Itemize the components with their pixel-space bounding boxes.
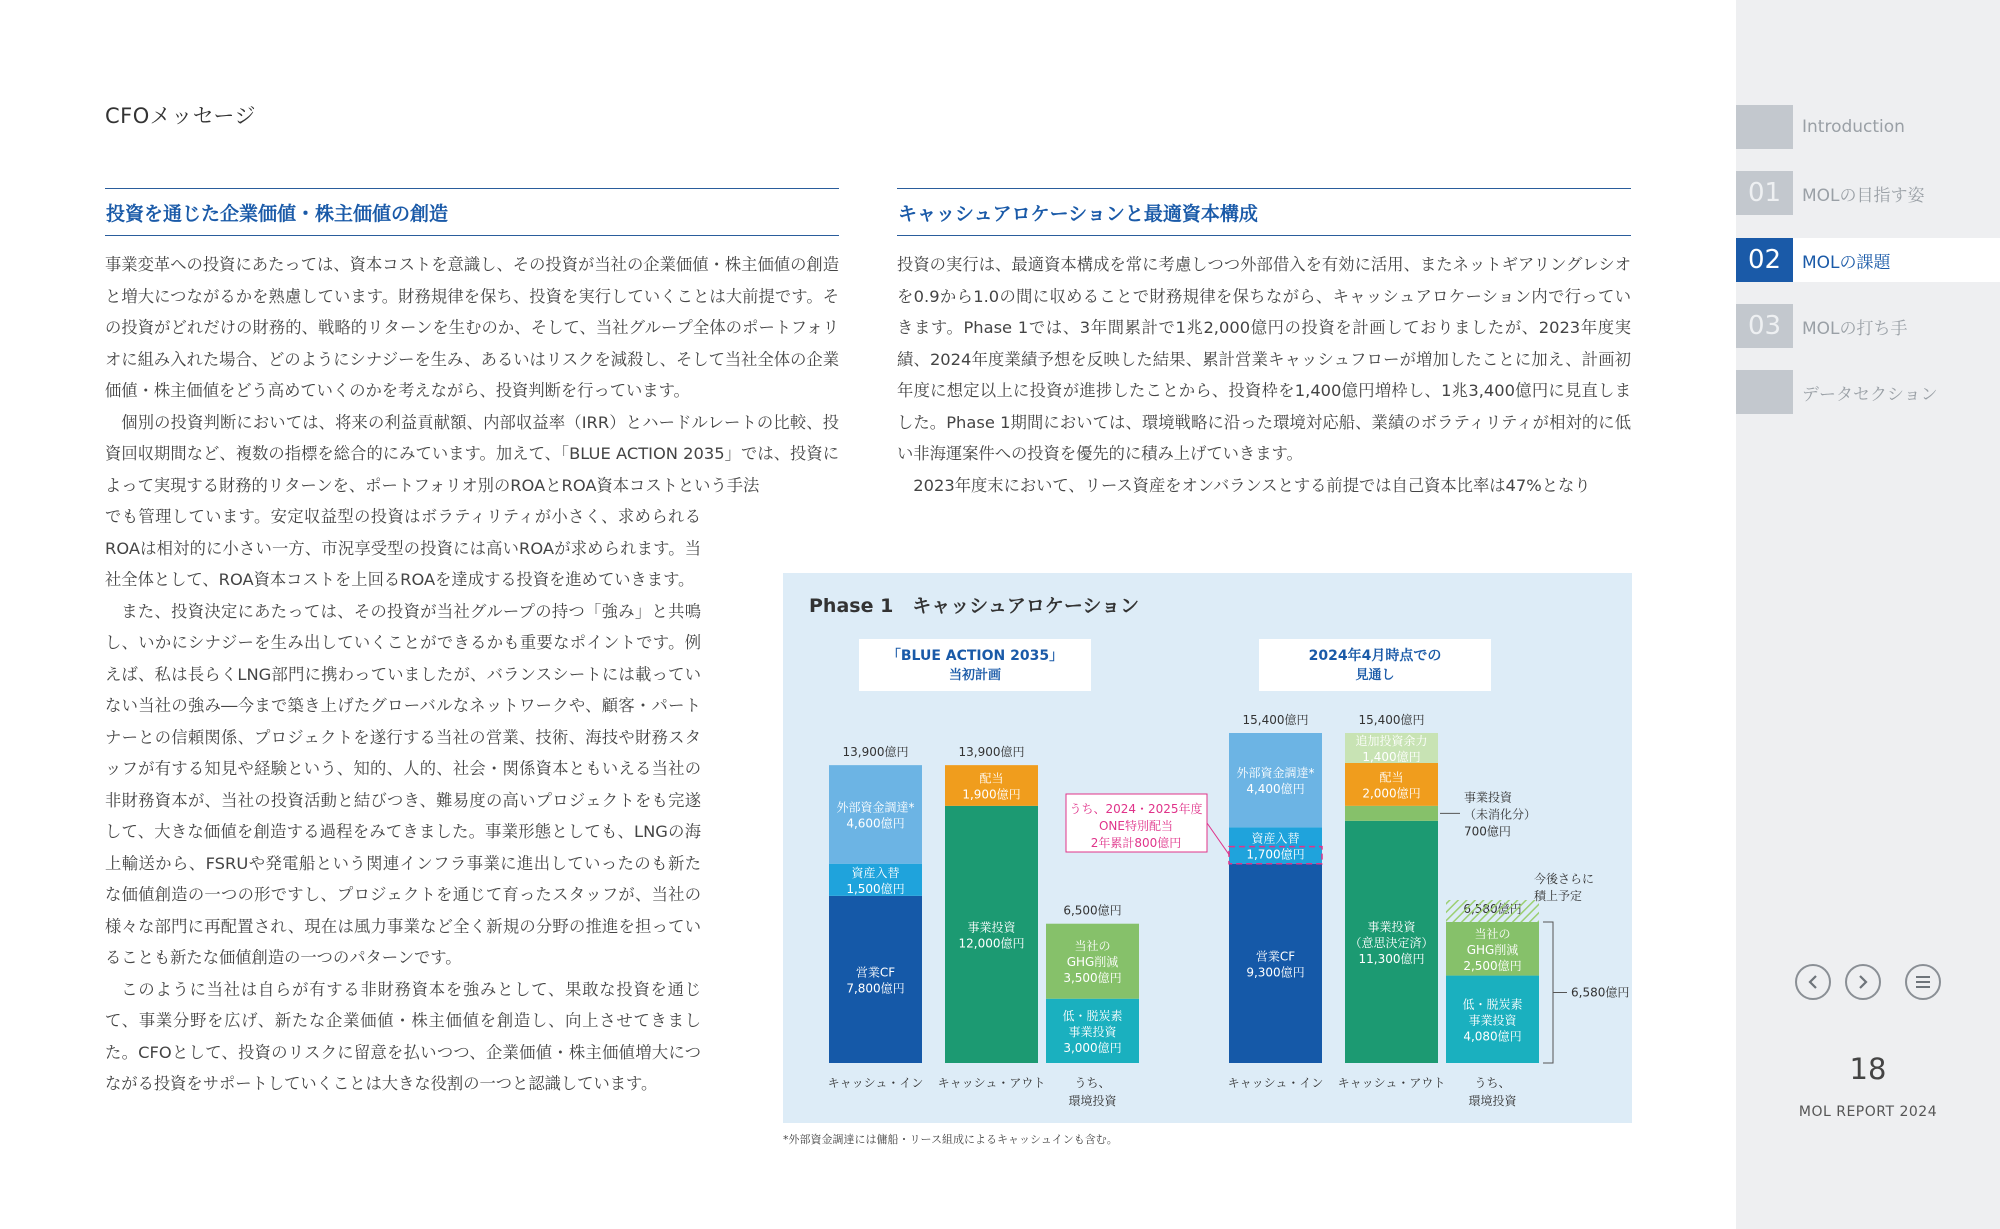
bar-total-label: 6,500億円 [1063,903,1122,918]
segment-label: 3,000億円 [1063,1040,1122,1055]
left-paragraph-4: このように当社は自らが有する非財務資本を強みとして、果敢な投資を通じて、事業分野を広げ、新たな企業価値・株主価値を創造し、向上させてきました。CFOとして、投資のリスクに留意を払いつつ、企業価値・株主価値増大につながる投資をサポートしていくことは大きな役割の一つと認識しています。 [105,979,701,1093]
left-text-wide [105,249,839,501]
group-header-label: 「BLUE ACTION 2035」 [886,648,1064,664]
bar-segment [1345,806,1438,821]
callout-label: 事業投資 [1464,790,1513,805]
group-header-label: 2024年4月時点での [1308,648,1442,664]
env-total-label: 6,580億円 [1571,985,1630,1000]
callout-label: 700億円 [1464,824,1511,839]
left-paragraph-1: 事業変革への投資にあたっては、資本コストを意識し、その投資が当社の企業価値・株主価値の創造と増大につながるかを熟慮しています。財務規律を保ち、投資を実行していくことは大前提です。その投資がどれだけの財務的、戦略的リターンを生むのか、そして、当社グループ全体のポートフォリオに組み入れた場合、どのようにシナジーを生み、あるいはリスクを減殺し、そして当社全体の企業価値・株主価値をどう高めていくのかを考えながら、投資判断を行っています。 [105,255,839,400]
left-paragraph-3: また、投資決定にあたっては、その投資が当社グループの持つ「強み」と共鳴し、いかにシナジーを生み出していくことができるかも重要なポイントです。例えば、私は長らくLNG部門に携わっていましたが、バランスシートには載っていない当社の強み―今まで築き上げたグローバルなネットワークや、顧客・パートナーとの信頼関係、プロジェクトを遂行する当社の営業、技術、海技や財務スタッフが有する知見や経験という、知的、人的、社会・関係資本ともいえる当社の非財務資本が、当社の投資活動と結びつき、難易度の高いプロジェクトをも完遂して、大きな価値を創造する過程をみてきました。事業形態としても、LNGの海上輸送から、FSRUや発電船という関連インフラ事業に進出していったのも新たな価値創造の一つの形ですし、プロジェクトを通じて育ったスタッフが、当社の様々な部門に再配置され、現在は風力事業など全く新規の分野の推進を担っていることも新たな価値創造の一つのパターンです。 [105,601,701,967]
sidebar-item-measures[interactable] [1736,304,2000,348]
segment-label: 7,800億円 [846,981,905,996]
right-text [897,249,1631,501]
sidebar-item-introduction[interactable] [1736,105,2000,149]
prev-page-button[interactable] [1795,964,1831,1000]
chart-title: Phase 1 キャッシュアロケーション [809,595,1140,617]
category-label: 環境投資 [1068,1094,1117,1108]
future-additions-hatch [1446,900,1539,922]
menu-button[interactable] [1905,964,1941,1000]
segment-label: 事業投資 [1367,919,1416,934]
segment-label: 営業CF [1255,949,1296,964]
env-bracket [1543,922,1553,1063]
sidebar-item-vision[interactable] [1736,171,2000,215]
segment-label: GHG削減 [1066,955,1119,970]
nav-number: 03 [1736,304,1793,348]
segment-label: 配当 [979,771,1004,786]
segment-label: 1,900億円 [962,787,1021,802]
report-label: MOL REPORT 2024 [1798,1104,1938,1120]
segment-label: 事業投資 [967,920,1016,935]
segment-label: （意思決定済） [1349,935,1434,950]
nav-label: MOLの打ち手 [1802,318,1908,339]
segment-label: 追加投資余力 [1355,734,1428,748]
segment-label: 低・脱炭素 [1062,1008,1123,1023]
future-additions-label: 積上予定 [1534,889,1583,903]
nav-label: データセクション [1802,384,1938,405]
group-header-box [1259,639,1491,691]
segment-label: 11,300億円 [1358,951,1425,966]
chevron-left-icon [1806,974,1820,990]
left-text-narrow [105,501,701,1100]
nav-number [1736,370,1793,414]
segment-label: 4,400億円 [1246,782,1305,797]
segment-label: 3,500億円 [1063,971,1122,986]
special-dividend-label: ONE特別配当 [1098,819,1174,833]
segment-label: 4,080億円 [1463,1029,1522,1044]
sidebar-item-data-section[interactable] [1736,370,2000,414]
bar-total-label: 13,900億円 [958,745,1025,760]
group-header-label: 見通し [1355,668,1395,683]
segment-label: 外部資金調達* [836,800,915,815]
chart-svg [783,573,1632,1123]
callout-label: （未消化分） [1464,807,1537,822]
segment-label: GHG削減 [1466,942,1519,957]
segment-label: 1,500億円 [846,881,905,896]
special-dividend-label: 2年累計800億円 [1090,836,1182,850]
group-header-box [859,639,1091,691]
right-paragraph-1: 投資の実行は、最適資本構成を常に考慮しつつ外部借入を有効に活用、またネットギアリングレシオを0.9から1.0の間に収めることで財務規律を保ちながら、キャッシュアロケーション内で行っていきます。Phase 1では、3年間累計で1兆2,000億円の投資を計画しておりましたが、2023年度実績、2024年度業績予想を反映した結果、累計営業キャッシュフローが増加したことに加え、計画初年度に想定以上に投資が進捗したことから、投資枠を1,400億円増枠し、1兆3,400億円に見直しました。Phase 1期間においては、環境戦略に沿った環境対応船、業績のボラティリティが相対的に低い非海運案件への投資を優先的に積み上げていきます。 [897,255,1631,463]
segment-label: 12,000億円 [958,936,1025,951]
segment-label: 当社の [1474,926,1511,941]
segment-label: 低・脱炭素 [1462,997,1523,1012]
category-label: キャッシュ・アウト [1337,1076,1446,1090]
bar-total-label: 15,400億円 [1358,713,1425,727]
category-label: うち、 [1474,1076,1511,1090]
segment-label: 当社の [1074,939,1111,954]
segment-label: 1,700億円 [1246,847,1305,862]
segment-label: 2,000億円 [1362,786,1421,801]
segment-label: 9,300億円 [1246,965,1305,980]
segment-label: 1,400億円 [1362,750,1421,764]
nav-label: MOLの課題 [1802,252,1891,273]
nav-number: 02 [1736,238,1793,282]
segment-label: 資産入替 [1251,831,1300,846]
special-dividend-line [1207,823,1229,855]
cash-allocation-chart [783,573,1632,1123]
segment-label: 営業CF [855,965,896,980]
category-label: キャッシュ・イン [827,1076,924,1090]
sidebar-item-challenges[interactable] [1736,238,2000,282]
nav-number: 01 [1736,171,1793,215]
segment-label: 外部資金調達* [1236,766,1315,781]
category-label: 環境投資 [1468,1094,1517,1108]
segment-label: 事業投資 [1468,1013,1517,1028]
segment-label: 4,600億円 [846,816,905,831]
group-header-label: 当初計画 [948,668,1002,683]
special-dividend-label: うち、2024・2025年度 [1069,802,1203,816]
segment-label: 事業投資 [1068,1024,1117,1039]
bar-total-label: 15,400億円 [1242,713,1309,727]
left-paragraph-2: 個別の投資判断においては、将来の利益貢献額、内部収益率（IRR）とハードルレートの比較、投資回収期間など、複数の指標を総合的にみています。加えて、「BLUE ACTION 2035」では、投資によって実現する財務的リターンを、ポートフォリオ別のROAとROA資本コストという手法 [105,412,839,495]
right-section-heading: キャッシュアロケーションと最適資本構成 [897,188,1631,236]
left-section-heading: 投資を通じた企業価値・株主価値の創造 [105,188,839,236]
chart-footnote: *外部資金調達には傭船・リース組成によるキャッシュインも含む。 [783,1133,1118,1146]
page-title: CFOメッセージ [105,104,257,128]
bar-total-label: 13,900億円 [842,745,909,760]
category-label: うち、 [1074,1076,1111,1090]
future-additions-label: 今後さらに [1534,872,1595,886]
next-page-button[interactable] [1845,964,1881,1000]
category-label: キャッシュ・アウト [937,1076,1046,1090]
nav-label: MOLの目指す姿 [1802,185,1925,206]
segment-label: 資産入替 [851,865,900,880]
chevron-right-icon [1856,974,1870,990]
segment-label: 配当 [1379,770,1404,785]
category-label: キャッシュ・イン [1227,1076,1324,1090]
left-paragraph-2-cont: でも管理しています。安定収益型の投資はボラティリティが小さく、求められるROAは相対的に小さい一方、市況享受型の投資には高いROAが求められます。当社全体として、ROA資本コストを上回るROAを達成する投資を進めていきます。 [105,507,701,589]
menu-icon [1914,974,1932,990]
nav-number [1736,105,1793,149]
page-number: 18 [1849,1052,1887,1086]
segment-label: 2,500億円 [1463,958,1522,973]
right-paragraph-2: 2023年度末において、リース資産をオンバランスとする前提では自己資本比率は47%となり [913,475,1591,495]
nav-label: Introduction [1802,117,1905,137]
